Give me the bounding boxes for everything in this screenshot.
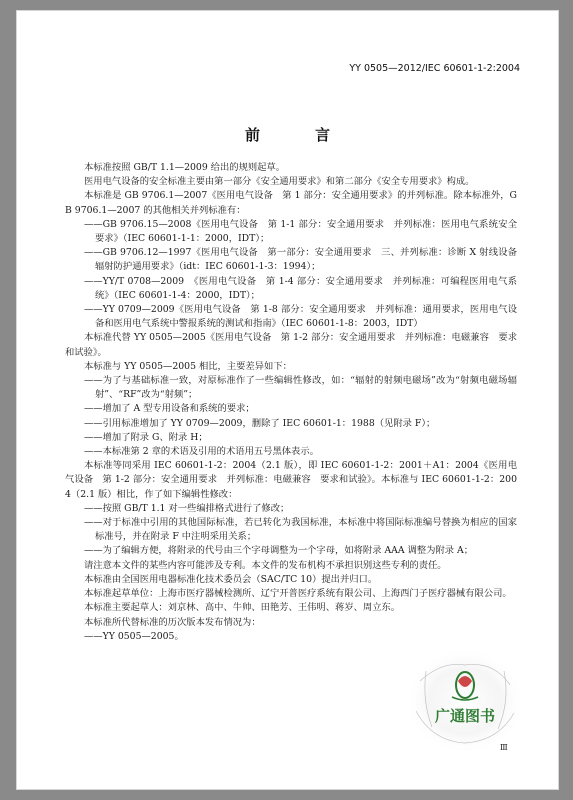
paragraph: 本标准主要起草人：刘京林、高中、牛帅、田艳芳、王伟明、蒋岁、周立东。	[84, 602, 401, 614]
list-item: ——YY/T 0708—2009 《医用电气设备 第 1-4 部分：安全通用要求 并列标准：可编程医用电气系统》（IEC 60601-1-4：2000，IDT）；	[84, 275, 517, 301]
paragraph: 本标准所代替标准的历次版本发布情况为：	[84, 616, 261, 628]
paragraph: 请注意本文件的某些内容可能涉及专利。本文件的发布机构不承担识别这些专利的责任。	[84, 559, 447, 571]
list-item: ——增加了 A 型专用设备和系统的要求；	[84, 403, 255, 415]
publisher-logo-icon	[402, 641, 528, 755]
standard-number: YY 0505—2012/IEC 60601-1-2:2004	[349, 63, 520, 74]
list-item: ——YY 0505—2005。	[84, 630, 184, 642]
logo-text: 广通图书	[434, 707, 496, 725]
paragraph: 本标准起草单位：上海市医疗器械检测所、辽宁开普医疗系统有限公司、上海西门子医疗器械有限公司。	[84, 588, 512, 600]
paragraph: 本标准等同采用 IEC 60601-1-2：2004（2.1 版），即 IEC 60601-1-2：2001＋A1：2004《医用电气设备 第 1-2 部分：安全通用要求 并列标准：电磁兼容 要求和试验》。本标准与 IEC 60601-1-2：2004（2.1 版）相比，作了如下编辑性修改：	[65, 460, 517, 500]
list-item: ——GB 9706.12—1997《医用电气设备 第一部分：安全通用要求 三、并列标准：诊断 X 射线设备辐射防护通用要求》（idt：IEC 60601-1-3：1994）；	[84, 247, 517, 273]
paragraph: 医用电气设备的安全标准主要由第一部分《安全通用要求》和第二部分《安全专用要求》构成。	[84, 176, 475, 188]
list-item: ——对于标准中引用的其他国际标准，若已转化为我国标准，本标准中将国际标准编号替换为相应的国家标准号，并在附录 F 中注明采用关系；	[84, 517, 517, 543]
list-item: ——GB 9706.15—2008《医用电气设备 第 1-1 部分：安全通用要求 并列标准：医用电气系统安全要求》（IEC 60601-1-1：2000，IDT）；	[84, 218, 517, 245]
paragraph: 本标准与 YY 0505—2005 相比，主要差异如下：	[84, 360, 292, 372]
page-number: Ⅲ	[500, 743, 508, 752]
list-item: ——按照 GB/T 1.1 对一些编排格式进行了修改；	[84, 502, 290, 514]
paragraph: 本标准是 GB 9706.1—2007《医用电气设备 第 1 部分：安全通用要求》的并列标准。除本标准外，GB 9706.1—2007 的其他相关并列标准有：	[65, 190, 517, 216]
list-item: ——YY 0709—2009《医用电气设备 第 1-8 部分：安全通用要求 并列标准：通用要求，医用电气设备和医用电气系统中警报系统的测试和指南》（IEC 60601-1-8：2003，IDT）	[84, 304, 517, 330]
list-item: ——为了与基础标准一致，对原标准作了一些编辑性修改，如：“辐射的射频电磁场”改为“射频电磁场辐射”、“RF”改为“射频”；	[84, 375, 517, 401]
document-page	[16, 10, 559, 790]
page-title: 前 言	[244, 126, 350, 144]
document-body	[65, 161, 517, 644]
list-item: ——增加了附录 G、附录 H；	[84, 431, 208, 443]
paragraph: 本标准代替 YY 0505—2005《医用电气设备 第 1-2 部分：安全通用要求 并列标准：电磁兼容 要求和试验》。	[65, 332, 517, 358]
list-item: ——为了编辑方便，将附录的代号由三个字母调整为一个字母，如将附录 AAA 调整为附录 A；	[84, 545, 474, 557]
paragraph: 本标准按照 GB/T 1.1—2009 给出的规则起草。	[84, 162, 286, 173]
list-item: ——引用标准增加了 YY 0709—2009，删除了 IEC 60601-1：1988（见附录 F）；	[84, 417, 436, 429]
paragraph: 本标准由全国医用电器标准化技术委员会（SAC/TC 10）提出并归口。	[84, 573, 378, 585]
list-item: ——本标准第 2 章的术语及引用的术语用五号黑体表示。	[84, 446, 319, 458]
